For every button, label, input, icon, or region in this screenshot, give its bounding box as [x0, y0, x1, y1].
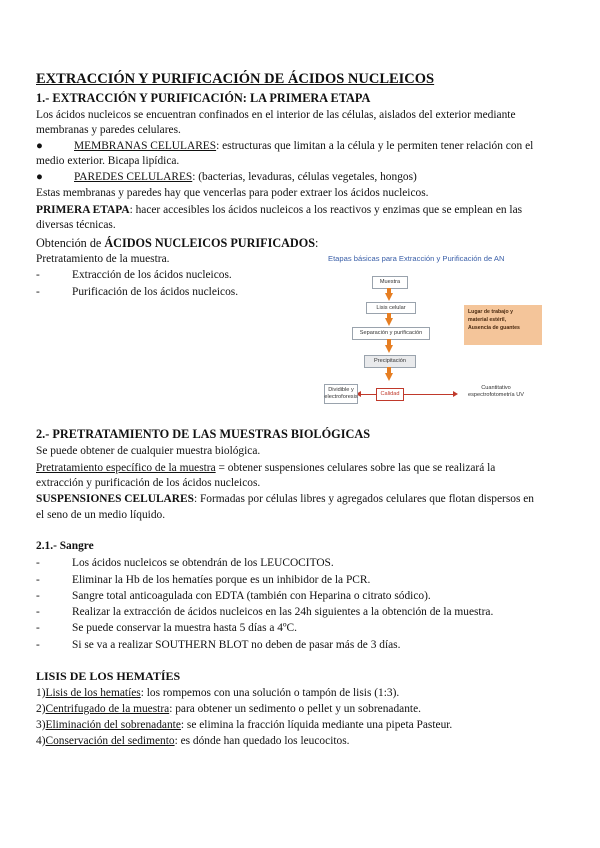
lisis-heading: LISIS DE LOS HEMATÍES: [36, 669, 181, 683]
step-number: 2): [36, 703, 46, 715]
section-2-1-heading: 2.1.- Sangre: [36, 540, 94, 552]
down-arrow-icon: [385, 318, 393, 326]
callout-line: material estéril,: [468, 317, 507, 323]
bullet-dot: ●: [36, 171, 43, 183]
box-electroforesis: Dividible y electroforesis: [324, 384, 358, 404]
step-number: 4): [36, 735, 46, 747]
term-primera-etapa: PRIMERA ETAPA: [36, 204, 130, 216]
term-paredes: PAREDES CELULARES: [74, 171, 193, 183]
step-number: 3): [36, 719, 46, 731]
dash-mark: -: [36, 557, 40, 569]
document-title: EXTRACCIÓN Y PURIFICACIÓN DE ÁCIDOS NUCLEICOS: [36, 71, 435, 87]
list-item-text: Eliminar la Hb de los hematíes porque es un inhibidor de la PCR.: [72, 574, 371, 586]
lisis-step: [36, 702, 421, 716]
box-cuantitativo: Cuantitativo espectrofotometría UV: [460, 382, 532, 402]
list-item: [36, 638, 400, 652]
list-item-text: Los ácidos nucleicos se obtendrán de los LEUCOCITOS.: [72, 557, 334, 569]
dash-mark: -: [36, 574, 40, 586]
term-membranas: MEMBRANAS CELULARES: [74, 140, 217, 152]
obtencion-prefix: Obtención de: [36, 236, 105, 250]
section-1-heading: 1.- EXTRACCIÓN Y PURIFICACIÓN: LA PRIMERA ETAPA: [36, 91, 371, 105]
dash-mark: -: [36, 286, 40, 298]
step-term: Lisis de los hematíes: [45, 687, 141, 699]
dash-text: Purificación de los ácidos nucleicos.: [72, 286, 239, 298]
list-item: [36, 573, 370, 587]
down-arrow-icon: [385, 373, 393, 381]
dash-mark: -: [36, 639, 40, 651]
term-pretratamiento: Pretratamiento específico de la muestra: [36, 462, 216, 474]
pretratamiento-especifico-line: [36, 461, 495, 475]
diagram-title: Etapas básicas para Extracción y Purificación de AN: [328, 254, 505, 263]
step-text: : se elimina la fracción líquida mediante una pipeta Pasteur.: [180, 719, 453, 731]
paragraph-line: Los ácidos nucleicos se encuentran confinados en el interior de las células, aislados del exterior mediante: [36, 109, 516, 121]
list-item: [36, 589, 431, 603]
box-separacion: Separación y purificación: [352, 327, 430, 340]
list-item-text: Sangre total anticoagulada con EDTA (también con Heparina o citrato sódico).: [72, 590, 431, 602]
down-arrow-icon: [385, 293, 393, 301]
list-item-text: Realizar la extracción de ácidos nucleicos en las 24h siguientes a la obtención de la muestra.: [72, 606, 494, 618]
step-text: : es dónde han quedado los leucocitos.: [174, 735, 350, 747]
box-calidad: Calidad: [376, 388, 404, 401]
right-arrow-line: [403, 394, 453, 395]
paragraph-line: extracción y purificación de los ácidos nucleicos.: [36, 477, 261, 489]
list-item-text: Si se va a realizar SOUTHERN BLOT no deben de pasar más de 3 días.: [72, 639, 401, 651]
paragraph-line: medio exterior. Bicapa lipídica.: [36, 155, 180, 167]
bullet-text: : (bacterias, levaduras, células vegetales, hongos): [192, 171, 417, 183]
dash-mark: -: [36, 590, 40, 602]
paragraph-line: diversas técnicas.: [36, 219, 116, 231]
section-2-heading: 2.- PRETRATAMIENTO DE LAS MUESTRAS BIOLÓGICAS: [36, 427, 371, 441]
obtencion-bold: ÁCIDOS NUCLEICOS PURIFICADOS: [104, 236, 315, 250]
lisis-step: [36, 686, 399, 700]
suspensiones-line: [36, 492, 534, 506]
term-suspensiones: SUSPENSIONES CELULARES: [36, 493, 194, 505]
box-precipitacion: Precipitación: [364, 355, 416, 368]
callout-line: Ausencia de guantes: [468, 325, 520, 331]
dash-mark: -: [36, 606, 40, 618]
paragraph-text: = obtener suspensiones celulares sobre las que se realizará la: [215, 462, 496, 474]
bullet-dot: ●: [36, 140, 43, 152]
lisis-step: [36, 718, 452, 732]
callout-line: Lugar de trabajo y: [468, 309, 513, 315]
box-muestra: Muestra: [372, 276, 408, 289]
obtencion-line: [36, 236, 318, 250]
callout-box: [464, 305, 542, 345]
box-lisis: Lisis celular: [366, 302, 416, 314]
dash-item: [36, 268, 232, 282]
list-item: [36, 621, 297, 635]
lisis-step: [36, 734, 350, 748]
paragraph-line: membranas y paredes celulares.: [36, 124, 181, 136]
step-term: Centrifugado de la muestra: [45, 703, 170, 715]
dash-item: [36, 285, 238, 299]
step-text: : los rompemos con una solución o tampón de lisis (1:3).: [140, 687, 400, 699]
pretratamiento-line: Pretratamiento de la muestra.: [36, 253, 170, 265]
list-item: [36, 556, 334, 570]
paragraph-line: el seno de un medio líquido.: [36, 509, 166, 521]
step-number: 1): [36, 687, 46, 699]
list-item-text: Se puede conservar la muestra hasta 5 días a 4ºC.: [72, 622, 297, 634]
primera-etapa-line: [36, 203, 522, 217]
down-arrow-icon: [385, 345, 393, 353]
step-term: Eliminación del sobrenadante: [45, 719, 181, 731]
dash-text: Extracción de los ácidos nucleicos.: [72, 269, 232, 281]
paragraph-line: Se puede obtener de cualquier muestra biológica.: [36, 445, 261, 457]
paragraph-line: Estas membranas y paredes hay que vencerlas para poder extraer los ácidos nucleicos.: [36, 187, 429, 199]
bullet-text: : estructuras que limitan a la célula y le permiten tener relación con el: [216, 140, 534, 152]
paragraph-text: : Formadas por células libres y agregados celulares que flotan dispersos en: [193, 493, 534, 505]
step-text: : para obtener un sedimento o pellet y un sobrenadante.: [169, 703, 421, 715]
extraction-diagram: [326, 250, 558, 410]
step-term: Conservación del sedimento: [45, 735, 175, 747]
bullet-paredes: [36, 170, 417, 184]
dash-mark: -: [36, 269, 40, 281]
left-arrow-line: [360, 394, 376, 395]
paragraph-text: : hacer accesibles los ácidos nucleicos a los reactivos y enzimas que se emplean en las: [129, 204, 523, 216]
bullet-membranas: [36, 139, 533, 153]
right-arrow-icon: [453, 391, 458, 397]
obtencion-suffix: :: [314, 236, 319, 250]
list-item: [36, 605, 493, 619]
dash-mark: -: [36, 622, 40, 634]
